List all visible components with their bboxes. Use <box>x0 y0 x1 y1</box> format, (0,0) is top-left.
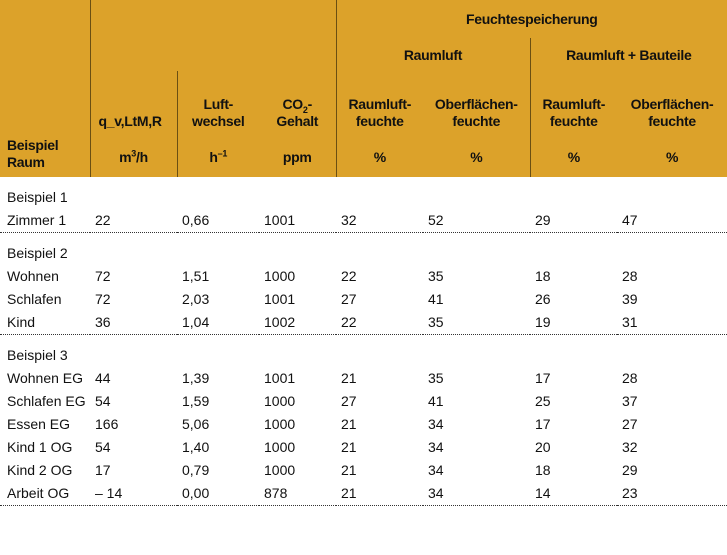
table-row <box>0 390 727 413</box>
cell-co2: 1000 <box>264 462 296 478</box>
header-col-rb-oberflaechenfeuchte <box>617 71 727 136</box>
cell-luftwechsel: 1,40 <box>182 439 210 455</box>
table-row <box>0 265 727 288</box>
table-row <box>0 436 727 459</box>
cell-rl-raumluft: 22 <box>341 268 357 284</box>
cell-luftwechsel: 1,39 <box>182 370 210 386</box>
table-row <box>0 482 727 506</box>
cell-rb-oberflaeche: 29 <box>622 462 638 478</box>
cell-rb-raumluft: 25 <box>535 393 551 409</box>
cell-rl-raumluft: 27 <box>341 393 357 409</box>
cell-rl-oberflaeche: 34 <box>428 416 444 432</box>
header-blank <box>90 0 336 71</box>
cell-rl-raumluft: 21 <box>341 370 357 386</box>
spacer-row <box>0 177 727 186</box>
unit-q <box>90 136 177 177</box>
cell-co2: 878 <box>259 482 336 506</box>
cell-rl-oberflaeche: 41 <box>428 393 444 409</box>
table-row <box>0 413 727 436</box>
header-col-co2-line2: Gehalt <box>276 113 319 129</box>
header-col-co2 <box>259 71 336 136</box>
cell-q: 166 <box>95 416 119 432</box>
table-row <box>0 311 727 335</box>
header-example-room <box>0 0 90 177</box>
group-title-row <box>0 344 727 367</box>
cell-rl-oberflaeche: 34 <box>428 462 444 478</box>
table-header <box>0 0 727 177</box>
cell-rl-raumluft: 32 <box>336 209 423 233</box>
header-col-co2-suffix: - <box>307 96 312 112</box>
cell-rb-raumluft: 18 <box>535 462 551 478</box>
cell-luftwechsel: 1,04 <box>177 311 259 335</box>
header-example-line1: Beispiel <box>7 137 59 153</box>
header-col-rl-rlf-line1: Raumluft- <box>348 96 412 112</box>
table-row <box>0 367 727 390</box>
unit-luftwechsel <box>177 136 259 177</box>
cell-q: 44 <box>95 370 111 386</box>
unit-rl-raumluft: % <box>336 136 423 177</box>
group-title-row <box>0 242 727 265</box>
cell-rb-oberflaeche: 37 <box>622 393 638 409</box>
group-title: Beispiel 1 <box>7 189 68 205</box>
cell-rb-oberflaeche: 28 <box>622 268 638 284</box>
unit-rb-oberflaeche: % <box>617 136 727 177</box>
cell-q: 72 <box>95 268 111 284</box>
header-example-line2: Raum <box>7 154 45 170</box>
header-col-rb-off-line2: feuchte <box>648 113 696 129</box>
cell-raum: Zimmer 1 <box>0 209 90 233</box>
cell-q: – 14 <box>90 482 177 506</box>
cell-raum: Kind <box>0 311 90 335</box>
cell-q: 54 <box>95 393 111 409</box>
cell-co2: 1000 <box>264 439 296 455</box>
cell-raum: Schlafen <box>7 291 62 307</box>
cell-rl-raumluft: 21 <box>341 462 357 478</box>
cell-rl-oberflaeche: 35 <box>428 370 444 386</box>
unit-rl-oberflaeche: % <box>423 136 530 177</box>
cell-rl-raumluft: 27 <box>341 291 357 307</box>
cell-raum: Schlafen EG <box>7 393 86 409</box>
cell-rb-raumluft: 26 <box>535 291 551 307</box>
header-col-rl-off-line1: Oberflächen- <box>434 96 518 112</box>
cell-rb-oberflaeche: 31 <box>617 311 727 335</box>
header-col-co2-sub: 2 <box>302 104 308 115</box>
table-row <box>0 288 727 311</box>
cell-co2: 1000 <box>264 268 296 284</box>
header-col-rl-rlf-line2: feuchte <box>355 113 404 129</box>
cell-rb-oberflaeche: 47 <box>617 209 727 233</box>
cell-rb-raumluft: 18 <box>535 268 551 284</box>
header-col-co2-main: CO <box>282 96 303 112</box>
header-col-rl-off-line2: feuchte <box>452 113 501 129</box>
cell-co2: 1001 <box>259 209 336 233</box>
unit-h-sup: –1 <box>217 147 228 158</box>
cell-rl-oberflaeche: 34 <box>423 482 530 506</box>
spacer-row <box>0 233 727 243</box>
cell-rl-raumluft: 21 <box>341 416 357 432</box>
cell-luftwechsel: 2,03 <box>182 291 210 307</box>
cell-rl-oberflaeche: 35 <box>428 268 444 284</box>
cell-raum: Kind 1 OG <box>7 439 73 455</box>
unit-q-main: m <box>119 148 132 165</box>
cell-luftwechsel: 5,06 <box>182 416 210 432</box>
cell-q: 17 <box>95 462 111 478</box>
cell-raum: Arbeit OG <box>0 482 90 506</box>
header-col-q-label: q_v,LtM,R <box>98 113 162 129</box>
cell-rl-oberflaeche: 34 <box>428 439 444 455</box>
header-col-rl-oberflaechenfeuchte <box>423 71 530 136</box>
cell-luftwechsel: 1,59 <box>182 393 210 409</box>
cell-raum: Essen EG <box>7 416 71 432</box>
group-title-row <box>0 186 727 209</box>
cell-rl-oberflaeche: 41 <box>428 291 444 307</box>
cell-rb-raumluft: 20 <box>535 439 551 455</box>
header-col-rl-raumluftfeuchte <box>336 71 423 136</box>
cell-co2: 1000 <box>264 393 296 409</box>
unit-q-suffix: /h <box>136 148 148 165</box>
table-row <box>0 209 727 233</box>
cell-rb-oberflaeche: 32 <box>622 439 638 455</box>
header-col-luftwechsel-line2: wechsel <box>192 113 245 129</box>
header-col-rb-raumluftfeuchte <box>530 71 617 136</box>
table-row <box>0 459 727 482</box>
cell-rl-raumluft: 21 <box>341 439 357 455</box>
cell-rb-oberflaeche: 28 <box>622 370 638 386</box>
cell-luftwechsel: 0,00 <box>177 482 259 506</box>
cell-raum: Wohnen <box>7 268 59 284</box>
spacer-row <box>0 335 727 345</box>
header-col-rb-rlf-line2: feuchte <box>549 113 598 129</box>
cell-co2: 1001 <box>264 370 296 386</box>
cell-q: 54 <box>95 439 111 455</box>
cell-q: 72 <box>95 291 111 307</box>
unit-co2: ppm <box>259 136 336 177</box>
cell-luftwechsel: 0,79 <box>182 462 210 478</box>
group-title: Beispiel 2 <box>7 245 68 261</box>
cell-rb-raumluft: 17 <box>535 370 551 386</box>
header-col-luftwechsel <box>177 71 259 136</box>
cell-rb-oberflaeche: 27 <box>622 416 638 432</box>
header-feuchtespeicherung: Feuchtespeicherung <box>336 0 727 38</box>
cell-co2: 1002 <box>259 311 336 335</box>
cell-rb-oberflaeche: 39 <box>622 291 638 307</box>
header-group-raumluft: Raumluft <box>336 38 530 71</box>
header-col-q <box>90 71 177 136</box>
cell-rl-raumluft: 21 <box>336 482 423 506</box>
cell-rb-oberflaeche: 23 <box>617 482 727 506</box>
cell-rb-raumluft: 17 <box>535 416 551 432</box>
cell-rl-oberflaeche: 35 <box>423 311 530 335</box>
cell-luftwechsel: 1,51 <box>182 268 210 284</box>
unit-q-sup: 3 <box>131 147 137 158</box>
cell-co2: 1001 <box>264 291 296 307</box>
header-group-raumluft-bauteile: Raumluft + Bauteile <box>530 38 727 71</box>
cell-q: 36 <box>90 311 177 335</box>
cell-q: 22 <box>90 209 177 233</box>
cell-rb-raumluft: 14 <box>530 482 617 506</box>
cell-rb-raumluft: 19 <box>530 311 617 335</box>
header-col-luftwechsel-line1: Luft- <box>203 96 234 112</box>
table-body <box>0 177 727 506</box>
header-col-rb-off-line1: Oberflächen- <box>630 96 714 112</box>
cell-rl-raumluft: 22 <box>336 311 423 335</box>
unit-h-main: h <box>209 148 218 165</box>
group-title: Beispiel 3 <box>7 347 68 363</box>
cell-luftwechsel: 0,66 <box>177 209 259 233</box>
unit-rb-raumluft: % <box>530 136 617 177</box>
cell-raum: Kind 2 OG <box>7 462 73 478</box>
cell-co2: 1000 <box>264 416 296 432</box>
cell-rb-raumluft: 29 <box>530 209 617 233</box>
cell-raum: Wohnen EG <box>7 370 84 386</box>
cell-rl-oberflaeche: 52 <box>423 209 530 233</box>
header-col-rb-rlf-line1: Raumluft- <box>542 96 606 112</box>
